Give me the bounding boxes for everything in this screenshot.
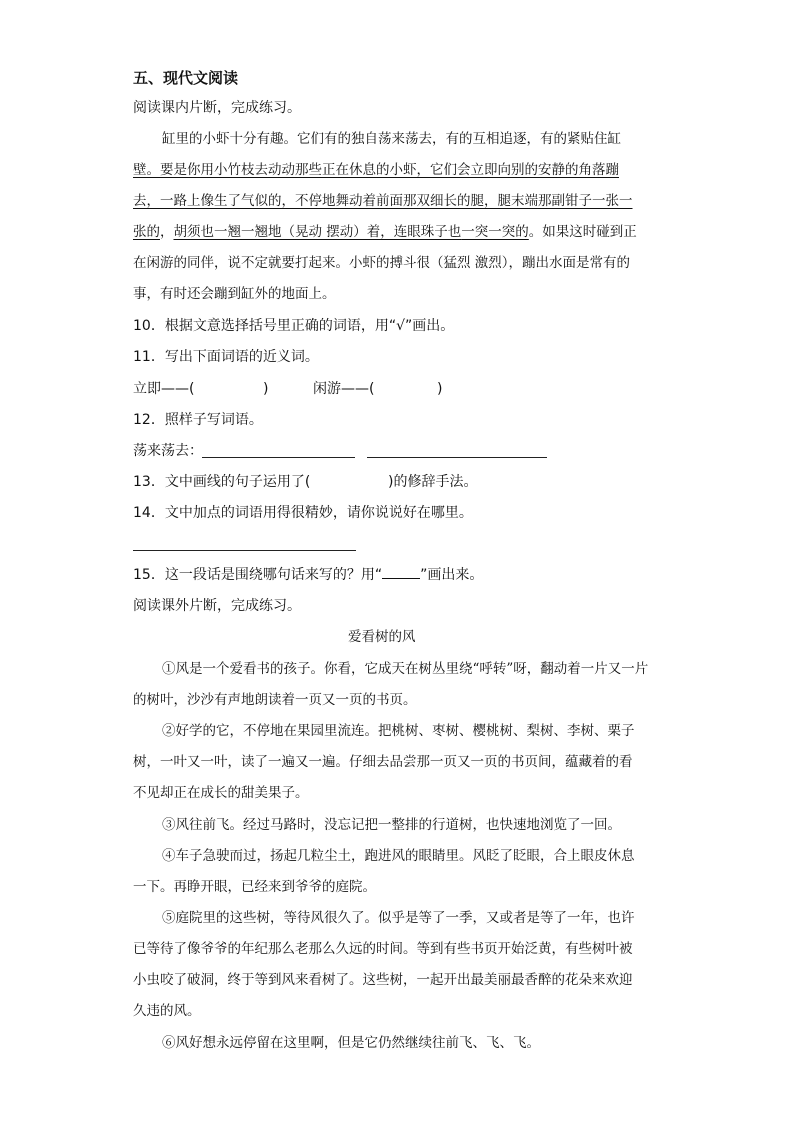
q11-item-b-close: )	[437, 381, 443, 397]
passage1-line-4	[133, 222, 637, 242]
question-13-start: 13．文中画线的句子运用了(	[133, 474, 311, 490]
q15-underline-sample	[382, 566, 420, 579]
passage1-line-6: 事，有时还会蹦到缸外的地面上。	[133, 286, 336, 302]
passage2-p3-line-1: ③风往前飞。经过马路时，没忘记把一整排的行道树，也快速地浏览了一回。	[162, 817, 621, 833]
passage2-p2-line-3: 不见却正在成长的甜美果子。	[133, 785, 309, 801]
passage2-p5-line-4: 久违的风。	[133, 1003, 201, 1019]
q14-answer-line[interactable]	[133, 550, 356, 551]
q12-answer-line-1[interactable]	[202, 457, 355, 458]
question-15-end: ”画出来。	[420, 567, 484, 583]
passage2-p5-line-1: ⑤庭院里的这些树，等待风很久了。似乎是等了一季，又或者是等了一年，也许	[162, 910, 635, 926]
question-12: 12．照样子写词语。	[133, 412, 263, 428]
passage2-p5-line-2: 已等待了像爷爷的年纪那么老那么久远的时间。等到有些书页开始泛黄，有些树叶被	[133, 941, 633, 957]
question-15-start: 15．这一段话是围绕哪句话来写的？用“	[133, 567, 383, 583]
passage1-line-2	[133, 160, 619, 180]
passage1-intro: 阅读课内片断，完成练习。	[133, 100, 301, 116]
passage1-line-2-text: 壁。要是你用小竹枝去动动那些正在休息的小虾，它们会立即向别的安静的角落蹦	[133, 162, 619, 178]
passage2-p5-line-3: 小虫咬了破洞，终于等到风来看树了。这些树，一起开出最美丽最香醉的花朵来欢迎	[133, 972, 633, 988]
question-14: 14．文中加点的词语用得很精妙，请你说说好在哪里。	[133, 505, 473, 521]
q11-item-a-label: 立即——(	[133, 381, 195, 397]
passage2-p1-line-1: ①风是一个爱看书的孩子。你看，它成天在树丛里绕“呼转”呀，翻动着一片又一片	[162, 661, 649, 677]
passage1-line-1: 缸里的小虾十分有趣。它们有的独自荡来荡去，有的互相追逐，有的紧贴住缸	[162, 131, 621, 147]
q12-answer-line-2[interactable]	[367, 457, 547, 458]
passage2-p4-line-1: ④车子急驶而过，扬起几粒尘土，跑进风的眼睛里。风眨了眨眼，合上眼皮休息	[162, 848, 635, 864]
passage1-line-4-comma: ，	[160, 224, 174, 240]
passage1-line-3	[133, 191, 633, 211]
question-13-end: )的修辞手法。	[388, 474, 478, 490]
passage2-p2-line-2: 树，一叶又一叶，读了一遍又一遍。仔细去品尝那一页又一页的书页间，蕴藏着的看	[133, 754, 633, 770]
q11-item-a-close: )	[263, 381, 269, 397]
question-15	[133, 565, 483, 585]
passage2-intro: 阅读课外片断，完成练习。	[133, 598, 301, 614]
passage1-line-4-underlined-a: 张的	[133, 224, 160, 240]
question-10: 10．根据文意选择括号里正确的词语，用“√”画出。	[133, 318, 455, 334]
passage2-p4-line-2: 一下。再睁开眼，已经来到爷爷的庭院。	[133, 879, 376, 895]
passage1-line-4-underlined-d: 一突一突的	[461, 224, 529, 240]
question-11: 11．写出下面词语的近义词。	[133, 349, 319, 365]
passage2-p2-line-1: ②好学的它，不停地在果园里流连。把桃树、枣树、樱桃树、梨树、李树、栗子	[162, 723, 635, 739]
q12-label: 荡来荡去：	[133, 443, 203, 459]
passage2-title: 爱看树的风	[348, 629, 416, 645]
q11-item-b-label: 闲游——(	[313, 381, 375, 397]
passage1-line-4-underlined-c: 一翘一翘地（晃动 摆动）着，连眼珠子也	[214, 224, 462, 240]
passage1-line-3-text: 去，一路上像生了气似的，不停地舞动着前面那双细长的腿，腿末端那副钳子一张一	[133, 193, 633, 209]
passage1-line-4-underlined-b: 胡须也	[173, 224, 214, 240]
passage1-line-4-tail: 。如果这时碰到正	[528, 224, 637, 240]
passage2-p6-line-1: ⑥风好想永远停留在这里啊，但是它仍然继续往前飞、飞、飞。	[162, 1035, 540, 1051]
passage1-line-5: 在闲游的同伴，说不定就要打起来。小虾的搏斗很（猛烈 激烈），蹦出水面是常有的	[133, 255, 631, 271]
section-title: 五、现代文阅读	[133, 69, 239, 87]
passage2-p1-line-2: 的树叶，沙沙有声地朗读着一页又一页的书页。	[133, 692, 417, 708]
